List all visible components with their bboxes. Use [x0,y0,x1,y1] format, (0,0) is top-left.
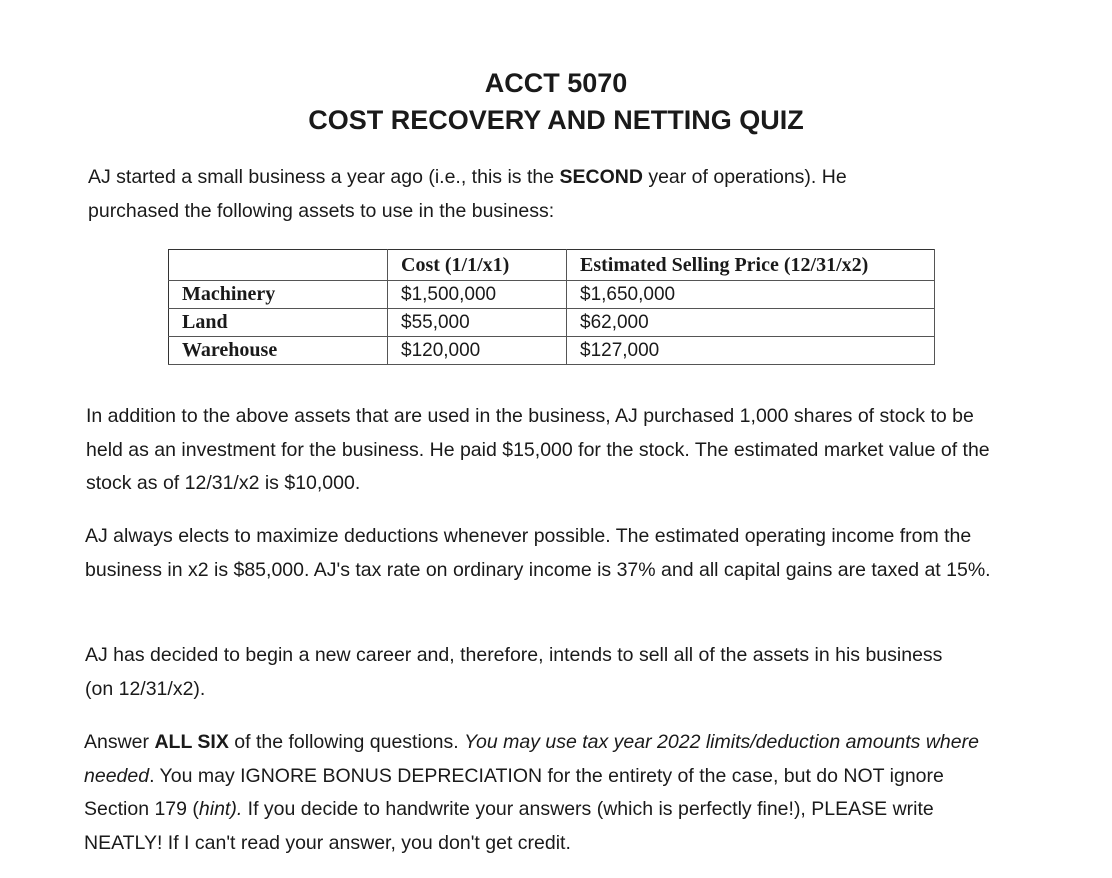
table-row [169,281,935,309]
instructions-text-3: . You may IGNORE BONUS DEPRECIATION for the entirety of the case, but do NOT ignore Section 179 ( [84,764,944,820]
table-header-row [169,250,935,281]
table-header-cost: Cost (1/1/x1) [388,250,567,281]
stock-paragraph: In addition to the above assets that are used in the business, AJ purchased 1,000 shares of stock to be held as an investment for the business. He paid $15,000 for the stock. The estimated market value of the stock as of 12/31/x2 is $10,000. [86,405,990,494]
asset-cost: $55,000 [388,309,567,337]
instructions-text-1: Answer [84,731,155,753]
table-row [169,337,935,365]
instructions-italic-2: hint). [198,798,243,820]
career-paragraph: AJ has decided to begin a new career and, therefore, intends to sell all of the assets in his business (on 12/31/x2). [85,644,943,700]
table-header-price: Estimated Selling Price (12/31/x2) [567,250,935,281]
table-row [169,309,935,337]
quiz-title: COST RECOVERY AND NETTING QUIZ [308,105,804,135]
instructions-text-2: of the following questions. [228,731,465,753]
asset-cost: $1,500,000 [388,281,567,309]
asset-name: Land [169,309,388,337]
intro-text-2: year of operations). He purchased the following assets to use in the business: [88,166,847,222]
instructions-paragraph [84,726,994,860]
asset-name: Warehouse [169,337,388,365]
table-header-asset [169,250,388,281]
instructions-italic-1: You may use tax year 2022 limits/deduction amounts where needed [84,731,979,787]
instructions-bold: ALL SIX [154,731,229,753]
intro-paragraph [88,161,908,228]
deductions-paragraph: AJ always elects to maximize deductions whenever possible. The estimated operating income from the business in x2 is $85,000. AJ's tax rate on ordinary income is 37% and all capital gains are taxed at 15%. [85,525,991,581]
asset-name: Machinery [169,281,388,309]
asset-table [168,249,935,365]
asset-price: $1,650,000 [567,281,935,309]
instructions-text-4: If you decide to handwrite your answers (which is perfectly fine!), PLEASE write NEATLY! If I can't read your answer, you don't get credit. [84,798,934,854]
course-title: ACCT 5070 [484,68,628,98]
asset-price: $127,000 [567,337,935,365]
intro-text-1: AJ started a small business a year ago (i.e., this is the [88,166,560,188]
asset-price: $62,000 [567,309,935,337]
asset-cost: $120,000 [388,337,567,365]
intro-bold: SECOND [559,166,643,188]
